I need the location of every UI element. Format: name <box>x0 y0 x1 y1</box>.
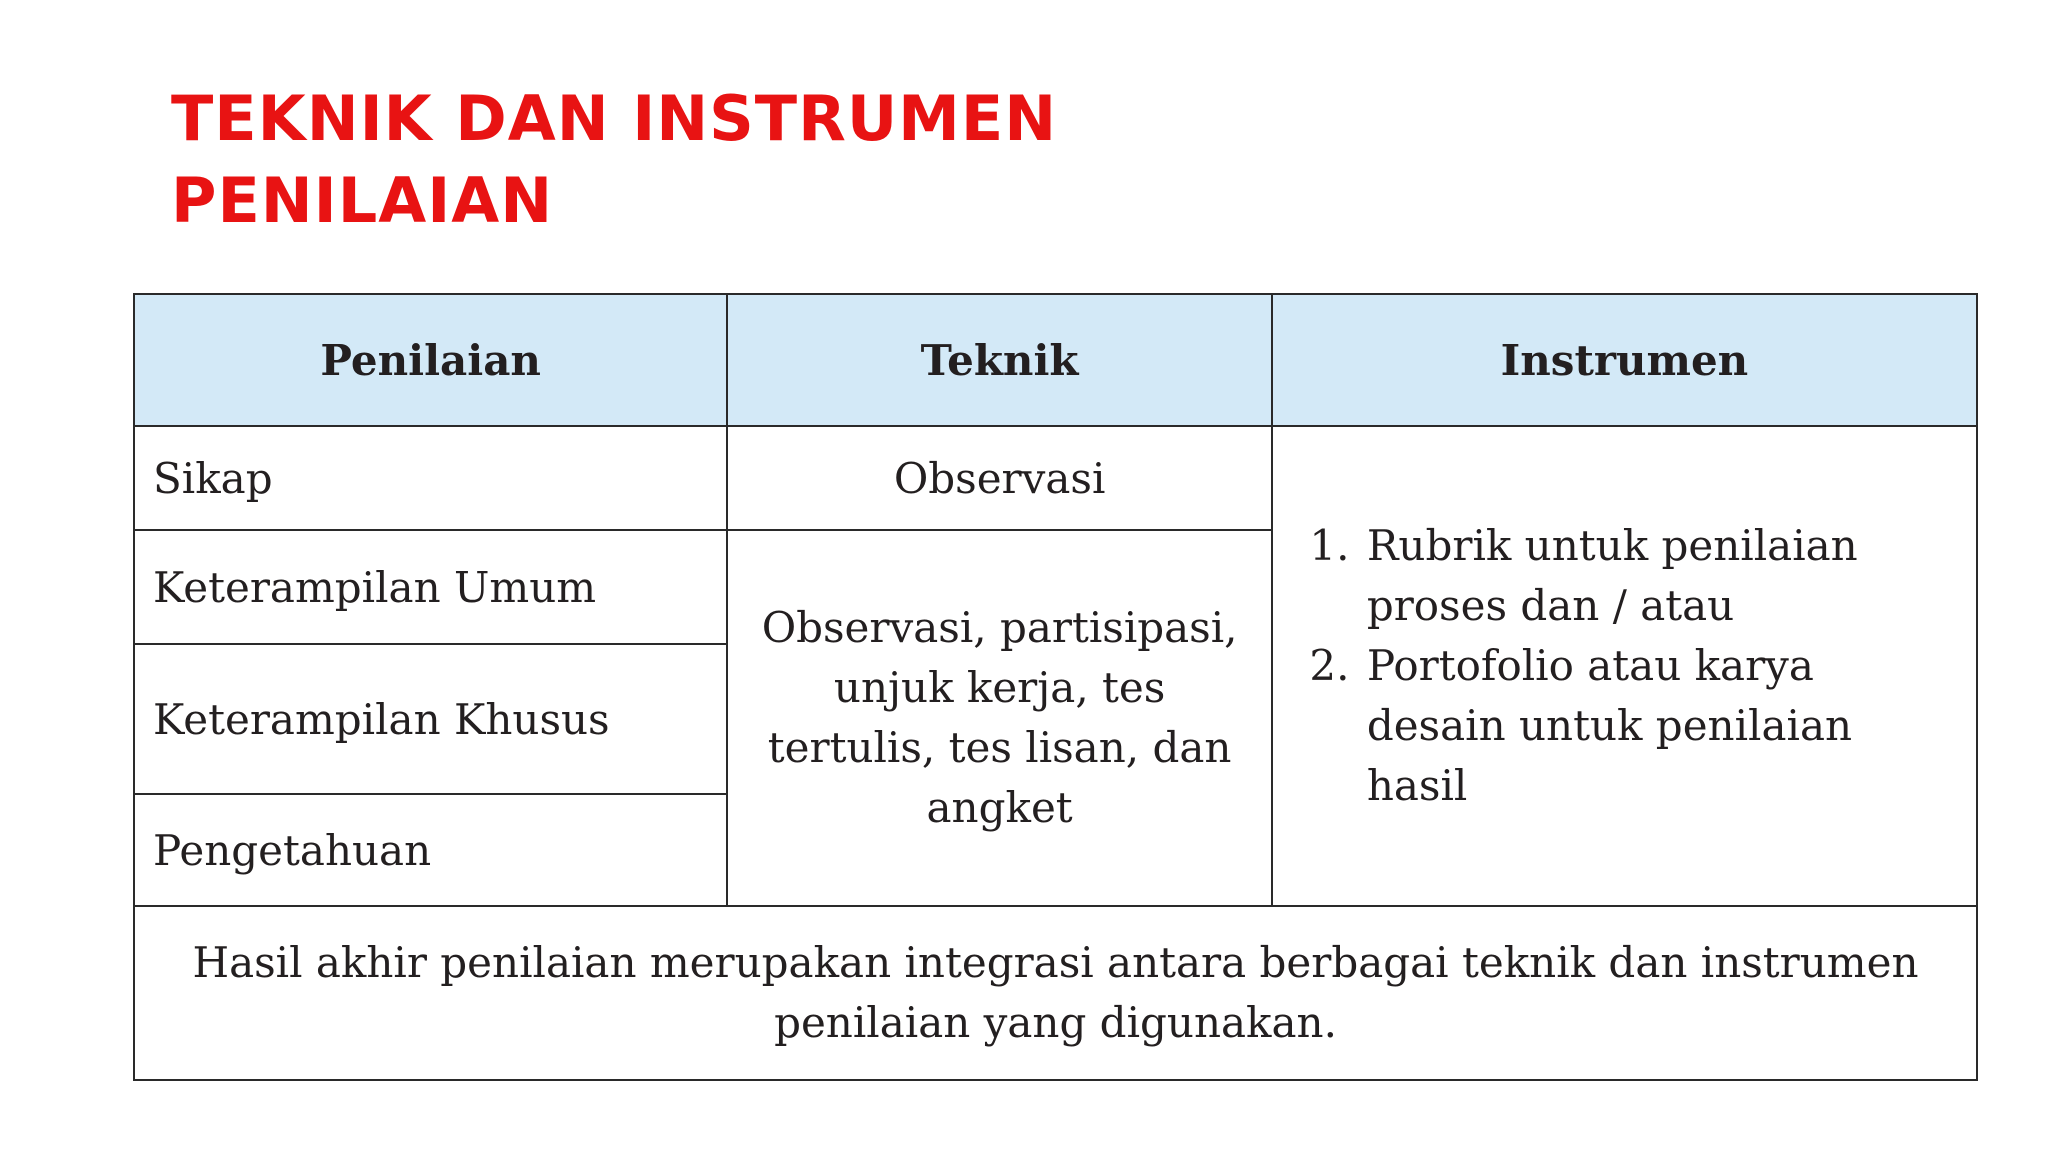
instrumen-item-1: 1. Rubrik untuk penilaian proses dan / atau <box>1363 516 1958 636</box>
instrumen-list <box>1291 516 1958 816</box>
title-line-1: TEKNIK DAN INSTRUMEN <box>171 82 1058 155</box>
penilaian-keterampilan-umum: Keterampilan Umum <box>134 530 727 644</box>
assessment-table <box>133 293 1978 1081</box>
footer-note: Hasil akhir penilaian merupakan integrasi antara berbagai teknik dan instrumen penilaian yang digunakan. <box>134 906 1977 1080</box>
teknik-others: Observasi, partisipasi, unjuk kerja, tes tertulis, tes lisan, dan angket <box>727 530 1271 906</box>
title-line-2: PENILAIAN <box>171 164 554 237</box>
teknik-sikap: Observasi <box>727 426 1271 530</box>
header-row <box>134 294 1977 426</box>
page-title <box>171 78 1057 242</box>
penilaian-pengetahuan: Pengetahuan <box>134 794 727 906</box>
header-penilaian: Penilaian <box>134 294 727 426</box>
table-row <box>134 426 1977 530</box>
header-teknik: Teknik <box>727 294 1271 426</box>
header-instrumen: Instrumen <box>1272 294 1977 426</box>
instrumen-item-2: 2. Portofolio atau karya desain untuk penilaian hasil <box>1363 636 1958 816</box>
table-footer-row <box>134 906 1977 1080</box>
instrumen-cell <box>1272 426 1977 906</box>
penilaian-keterampilan-khusus: Keterampilan Khusus <box>134 644 727 794</box>
penilaian-sikap: Sikap <box>134 426 727 530</box>
